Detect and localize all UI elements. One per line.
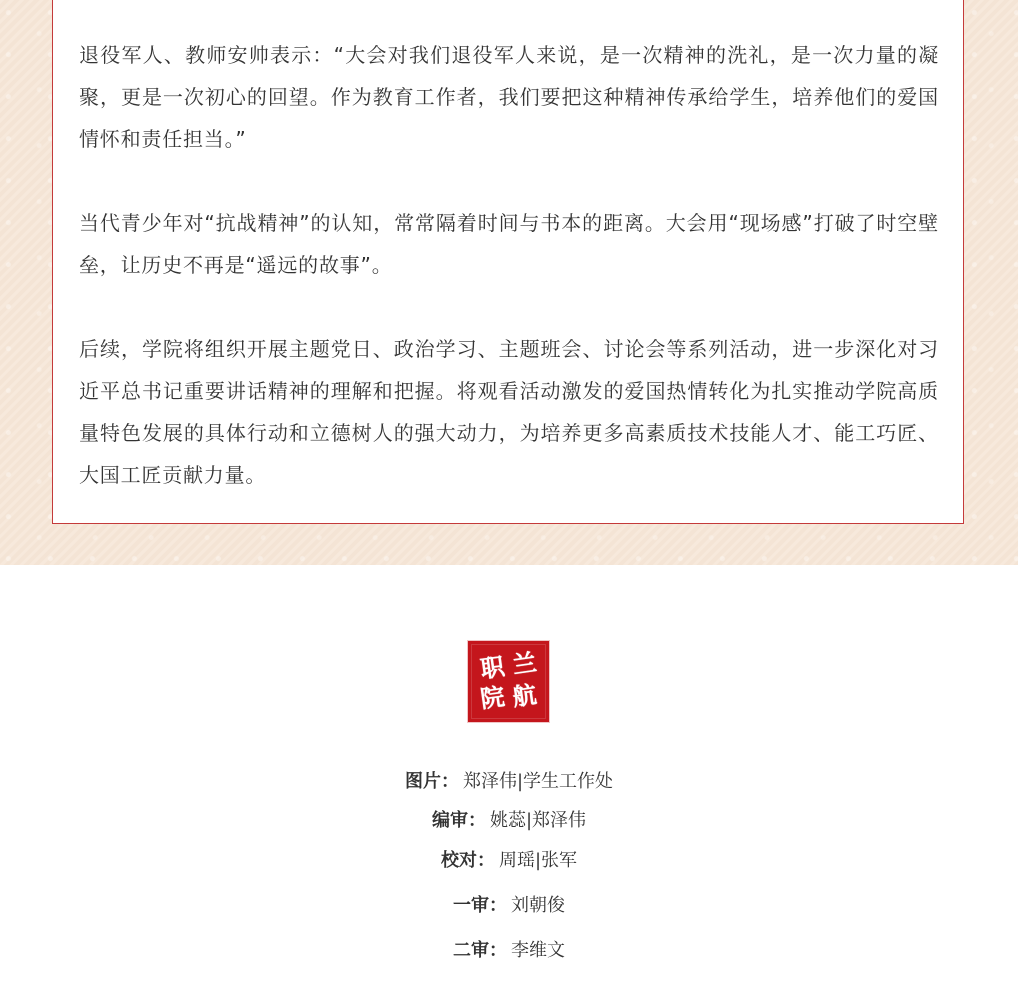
credit-label: 编审： bbox=[431, 810, 486, 831]
college-seal-logo bbox=[468, 641, 549, 722]
credit-proofreader bbox=[0, 849, 1018, 873]
seal-character-4: 院 bbox=[478, 681, 507, 714]
seal-character-2: 航 bbox=[510, 679, 539, 712]
article-paragraph-2: 当代青少年对“抗战精神”的认知，常常隔着时间与书本的距离。大会用“现场感”打破了时空壁垒，让历史不再是“遥远的故事”。 bbox=[79, 211, 939, 277]
credit-value: 刘朝俊 bbox=[511, 895, 565, 916]
credit-value: 周瑶|张军 bbox=[498, 850, 578, 871]
credit-editor bbox=[0, 809, 1018, 833]
credit-photo bbox=[0, 770, 1018, 794]
credit-second-review bbox=[0, 939, 1018, 963]
article-card bbox=[52, 0, 964, 524]
article-paragraph-1: 退役军人、教师安帅表示：“大会对我们退役军人来说，是一次精神的洗礼，是一次力量的凝聚，更是一次初心的回望。作为教育工作者，我们要把这种精神传承给学生，培养他们的爱国情怀和责任担当。” bbox=[79, 43, 939, 151]
credit-value: 郑泽伟|学生工作处 bbox=[462, 771, 614, 792]
credit-first-review bbox=[0, 894, 1018, 918]
seal-character-3: 职 bbox=[478, 651, 507, 684]
credit-label: 图片： bbox=[404, 771, 459, 792]
seal-character-1: 兰 bbox=[510, 647, 539, 680]
credit-label: 二审： bbox=[453, 940, 507, 961]
credit-value: 李维文 bbox=[511, 940, 565, 961]
article-paragraph-3: 后续，学院将组织开展主题党日、政治学习、主题班会、讨论会等系列活动，进一步深化对习近平总书记重要讲话精神的理解和把握。将观看活动激发的爱国热情转化为扎实推动学院高质量特色发展的具体行动和立德树人的强大动力，为培养更多高素质技术技能人才、能工巧匠、大国工匠贡献力量。 bbox=[79, 337, 939, 487]
credit-label: 一审： bbox=[453, 895, 507, 916]
credit-label: 校对： bbox=[440, 850, 495, 871]
credit-value: 姚蕊|郑泽伟 bbox=[489, 810, 587, 831]
